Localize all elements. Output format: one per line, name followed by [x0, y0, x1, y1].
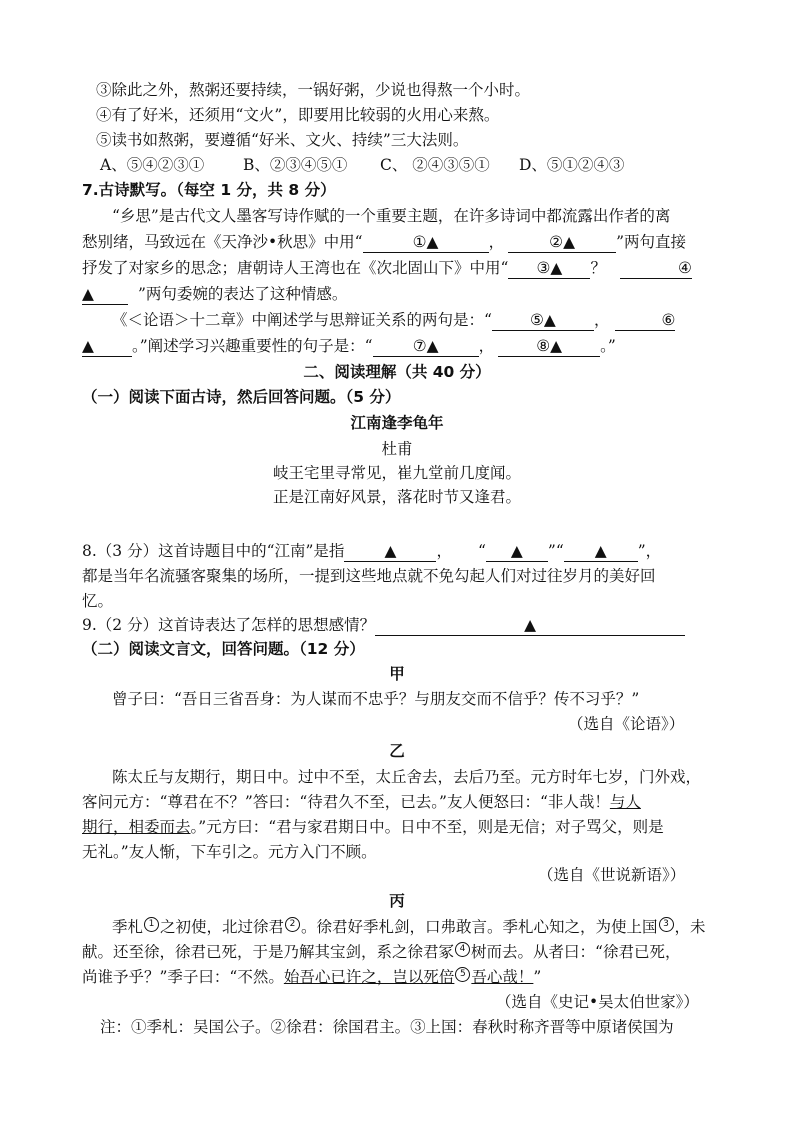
q8-blank-2[interactable]: ▲ — [486, 541, 548, 562]
yi-text: 。”元方曰：“君与家君期日中。日中不至，则是无信；对子骂父，则是 — [190, 818, 664, 836]
note-number-3: ③ — [410, 1018, 426, 1036]
poem-author: 杜甫 — [381, 440, 413, 458]
poem-title: 江南逢李龟年 — [350, 414, 444, 432]
q6-option-b: B、②③④⑤① — [243, 156, 348, 174]
passage-jia-source: （选自《论语》） — [568, 715, 685, 733]
blank-6-end[interactable]: ▲ — [82, 336, 132, 357]
q7-para2-line2 — [82, 334, 616, 358]
bing-text: 季札 — [112, 918, 144, 936]
passage-yi-line1: 陈太丘与友期行，期日中。过中不至，太丘舍去，去后乃至。元方时年七岁，门外戏， — [112, 768, 702, 786]
section-2-title: 二、阅读理解（共 40 分） — [303, 363, 491, 381]
footnote-marker-5: 5 — [455, 967, 470, 982]
q7-text: 《＜论语＞十二章》中阐述学与思辩证关系的两句是：“ — [112, 311, 492, 329]
bing-text: 。徐君好季札剑，口弗敢言。季札心知之，为使上国 — [301, 918, 658, 936]
q7-para1-line4 — [82, 282, 347, 306]
q8-text: ”“ — [547, 542, 564, 560]
blank-6-start[interactable]: ⑥ — [615, 310, 675, 331]
q7-text: 。”阐述学习兴趣重要性的句子是：“ — [132, 337, 373, 355]
q7-text: 抒发了对家乡的思念；唐朝诗人王湾也在《次北固山下》中用“ — [82, 259, 509, 277]
q8-text: “ — [477, 542, 486, 560]
q7-text: ， — [488, 233, 505, 251]
passage-bing-line1 — [112, 915, 706, 939]
note-number-1: ① — [131, 1018, 147, 1036]
footnote-marker-2: 2 — [285, 917, 300, 932]
yi-underlined-text: 期行，相委而去 — [82, 818, 191, 836]
blank-4-start[interactable]: ④ — [620, 258, 692, 279]
blank-8[interactable]: ⑧▲ — [498, 336, 600, 357]
q9-text: 9.（2 分）这首诗表达了怎样的思想感情？ — [82, 616, 376, 634]
passage-yi-line2 — [82, 790, 641, 814]
bing-underlined-text: 吾心哉！ — [471, 968, 534, 986]
q6-option-d: D、⑤①②④③ — [519, 156, 625, 174]
q8-line1 — [82, 539, 661, 563]
blank-4-end[interactable]: ▲ — [82, 284, 128, 305]
passage-yi-line3 — [82, 815, 664, 839]
yi-underlined-text: 与人 — [609, 793, 641, 811]
bing-text: ，未 — [674, 918, 706, 936]
q6-sentence-4: ④有了好米，还须用“文火”，即要用比较弱的火用心来熬。 — [96, 106, 500, 124]
q8-blank-3[interactable]: ▲ — [564, 541, 638, 562]
q7-text: ”两句委婉的表达了这种情感。 — [138, 285, 348, 303]
notes-prefix: 注： — [100, 1018, 132, 1036]
q7-text: ”两句直接 — [616, 233, 687, 251]
yi-text: 客问元方：“尊君在不？”答曰：“待君久不至，已去。”友人便怒曰：“非人哉！ — [82, 793, 610, 811]
q8-blank-1[interactable]: ▲ — [344, 541, 436, 562]
q7-title: 7.古诗默写。（每空 1 分，共 8 分） — [82, 181, 336, 199]
note-text-2: 徐君：徐国君主。 — [286, 1018, 411, 1036]
note-text-1: 季札：吴国公子。 — [146, 1018, 271, 1036]
blank-5[interactable]: ⑤▲ — [492, 310, 594, 331]
q7-para2-line1 — [112, 308, 675, 332]
blank-3[interactable]: ③▲ — [508, 258, 590, 279]
q7-text: ， — [593, 311, 610, 329]
bing-underlined-text: 始吾心已许之，岂以死倍 — [283, 968, 455, 986]
q9-blank[interactable]: ▲ — [375, 615, 685, 636]
passage-bing-source: （选自《史记•吴太伯世家》） — [496, 993, 699, 1011]
q8-text: ”， — [637, 542, 662, 560]
bing-text: 尚谁予乎？”季子曰：“不然。 — [82, 968, 284, 986]
note-number-2: ② — [270, 1018, 287, 1036]
note-text-3: 上国：春秋时称齐晋等中原诸侯国为 — [425, 1018, 674, 1036]
part-2-title: （二）阅读文言文，回答问题。（12 分） — [82, 640, 365, 658]
q9-line — [82, 613, 685, 637]
bing-text: 树而去。从者曰：“徐君已死， — [471, 943, 681, 961]
q7-para1-line2 — [82, 230, 686, 254]
q7-para1-line3 — [82, 256, 692, 280]
passage-bing-line2 — [82, 940, 680, 964]
footnotes — [100, 1015, 674, 1039]
poem-line-1: 岐王宅里寻常见，崔九堂前几度闻。 — [272, 464, 521, 482]
q8-text: ， — [436, 542, 452, 560]
footnote-marker-4: 4 — [455, 942, 470, 957]
blank-1[interactable]: ①▲ — [363, 232, 489, 253]
passage-bing-line3 — [82, 965, 541, 989]
poem-line-2: 正是江南好风景，落花时节又逢君。 — [272, 488, 521, 506]
q7-text: ， — [478, 337, 495, 355]
q6-sentence-5: ⑤读书如熬粥，要遵循“好米、文火、持续”三大法则。 — [96, 131, 469, 149]
bing-text: 之初使，北过徐君 — [160, 918, 285, 936]
blank-2[interactable]: ②▲ — [508, 232, 616, 253]
q6-option-c: C、 ②④③⑤① — [380, 156, 490, 174]
bing-text: 献。还至徐，徐君已死，于是乃解其宝剑，系之徐君冢 — [82, 943, 455, 961]
passage-jia-text: 曾子曰：“吾日三省吾身：为人谋而不忠乎？与朋友交而不信乎？传不习乎？” — [112, 690, 640, 708]
passage-yi-line4: 无礼。”友人惭，下车引之。元方入门不顾。 — [82, 843, 377, 861]
q6-sentence-3: ③除此之外，熬粥还要持续，一锅好粥，少说也得熬一个小时。 — [96, 81, 531, 99]
passage-bing-label: 丙 — [389, 892, 405, 910]
q8-text: 8.（3 分）这首诗题目中的“江南”是指 — [82, 542, 345, 560]
q6-option-a: A、⑤④②③① — [100, 156, 205, 174]
passage-yi-label: 乙 — [389, 742, 405, 760]
footnote-marker-1: 1 — [144, 917, 159, 932]
q7-para1-line1: “乡思”是古代文人墨客写诗作赋的一个重要主题，在许多诗词中都流露出作者的离 — [112, 207, 671, 225]
q8-line2: 都是当年名流骚客聚集的场所，一提到这些地点就不免勾起人们对过往岁月的美好回 — [82, 567, 656, 585]
bing-text: ” — [533, 968, 542, 986]
blank-7[interactable]: ⑦▲ — [373, 336, 479, 357]
q7-text: ？ — [590, 259, 606, 277]
q8-line3: 忆。 — [82, 592, 114, 610]
passage-yi-source: （选自《世说新语》） — [538, 866, 686, 884]
footnote-marker-3: 3 — [659, 917, 674, 932]
passage-jia-label: 甲 — [389, 665, 405, 683]
q7-text: 愁别绪，马致远在《天净沙•秋思》中用“ — [82, 233, 363, 251]
part-1-title: （一）阅读下面古诗，然后回答问题。（5 分） — [82, 388, 401, 406]
q7-text: 。” — [600, 337, 616, 355]
